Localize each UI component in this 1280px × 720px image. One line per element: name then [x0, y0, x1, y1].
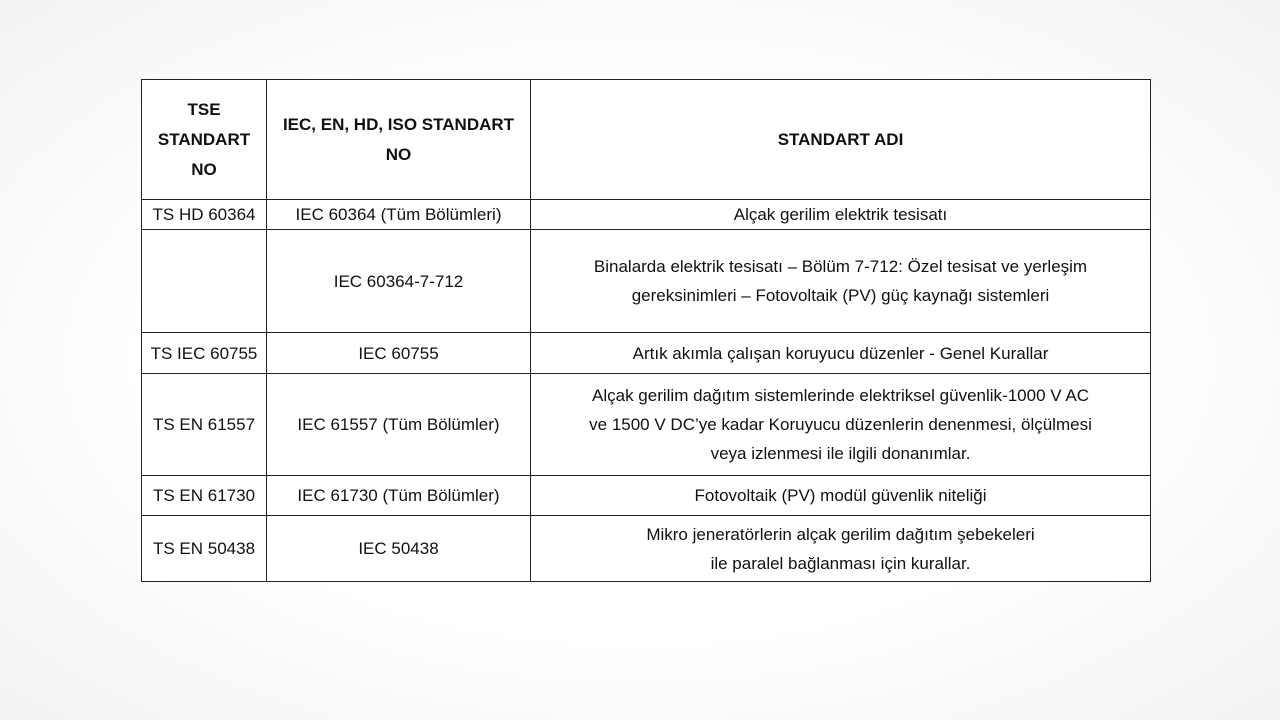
cell-standard-name [531, 374, 1151, 476]
cell-tse-no: TS EN 50438 [142, 516, 267, 582]
cell-standard-name: Alçak gerilim elektrik tesisatı [531, 200, 1151, 230]
cell-intl-no: IEC 60364-7-712 [267, 230, 531, 333]
cell-intl-no: IEC 61557 (Tüm Bölümler) [267, 374, 531, 476]
table-row [142, 200, 1151, 230]
standard-name-line: Alçak gerilim dağıtım sistemlerinde elektriksel güvenlik-1000 V AC [592, 386, 1089, 405]
cell-standard-name: Fotovoltaik (PV) modül güvenlik niteliği [531, 476, 1151, 516]
standard-name-line: ile paralel bağlanması için kurallar. [710, 553, 971, 573]
cell-standard-name [531, 516, 1151, 582]
cell-intl-no: IEC 61730 (Tüm Bölümler) [267, 476, 531, 516]
cell-standard-name: Artık akımla çalışan koruyucu düzenler - Genel Kurallar [531, 333, 1151, 374]
table-row [142, 476, 1151, 516]
standard-name-line: gereksinimleri – Fotovoltaik (PV) güç kaynağı sistemleri [631, 286, 1050, 305]
cell-intl-no: IEC 60755 [267, 333, 531, 374]
standard-name-line: ve 1500 V DC’ye kadar Koruyucu düzenlerin denenmesi, ölçülmesi [589, 415, 1092, 434]
cell-tse-no: TS IEC 60755 [142, 333, 267, 374]
cell-tse-no: TS EN 61557 [142, 374, 267, 476]
table-header-row [142, 80, 1151, 200]
table-row [142, 333, 1151, 374]
cell-standard-name [531, 230, 1151, 333]
cell-tse-no: TS EN 61730 [142, 476, 267, 516]
standard-name-line: veya izlenmesi ile ilgili donanımlar. [710, 444, 971, 463]
standards-table [141, 79, 1151, 582]
cell-tse-no: TS HD 60364 [142, 200, 267, 230]
standard-name-line: Mikro jeneratörlerin alçak gerilim dağıtım şebekeleri [646, 524, 1035, 544]
table-row [142, 374, 1151, 476]
table-row [142, 230, 1151, 333]
header-tse-no: TSE STANDART NO [142, 80, 267, 200]
cell-intl-no: IEC 60364 (Tüm Bölümleri) [267, 200, 531, 230]
header-intl-no: IEC, EN, HD, ISO STANDART NO [267, 80, 531, 200]
header-standard-name: STANDART ADI [531, 80, 1151, 200]
cell-intl-no: IEC 50438 [267, 516, 531, 582]
standard-name-line: Binalarda elektrik tesisatı – Bölüm 7-712: Özel tesisat ve yerleşim [593, 257, 1088, 276]
cell-tse-no [142, 230, 267, 333]
table-row [142, 516, 1151, 582]
